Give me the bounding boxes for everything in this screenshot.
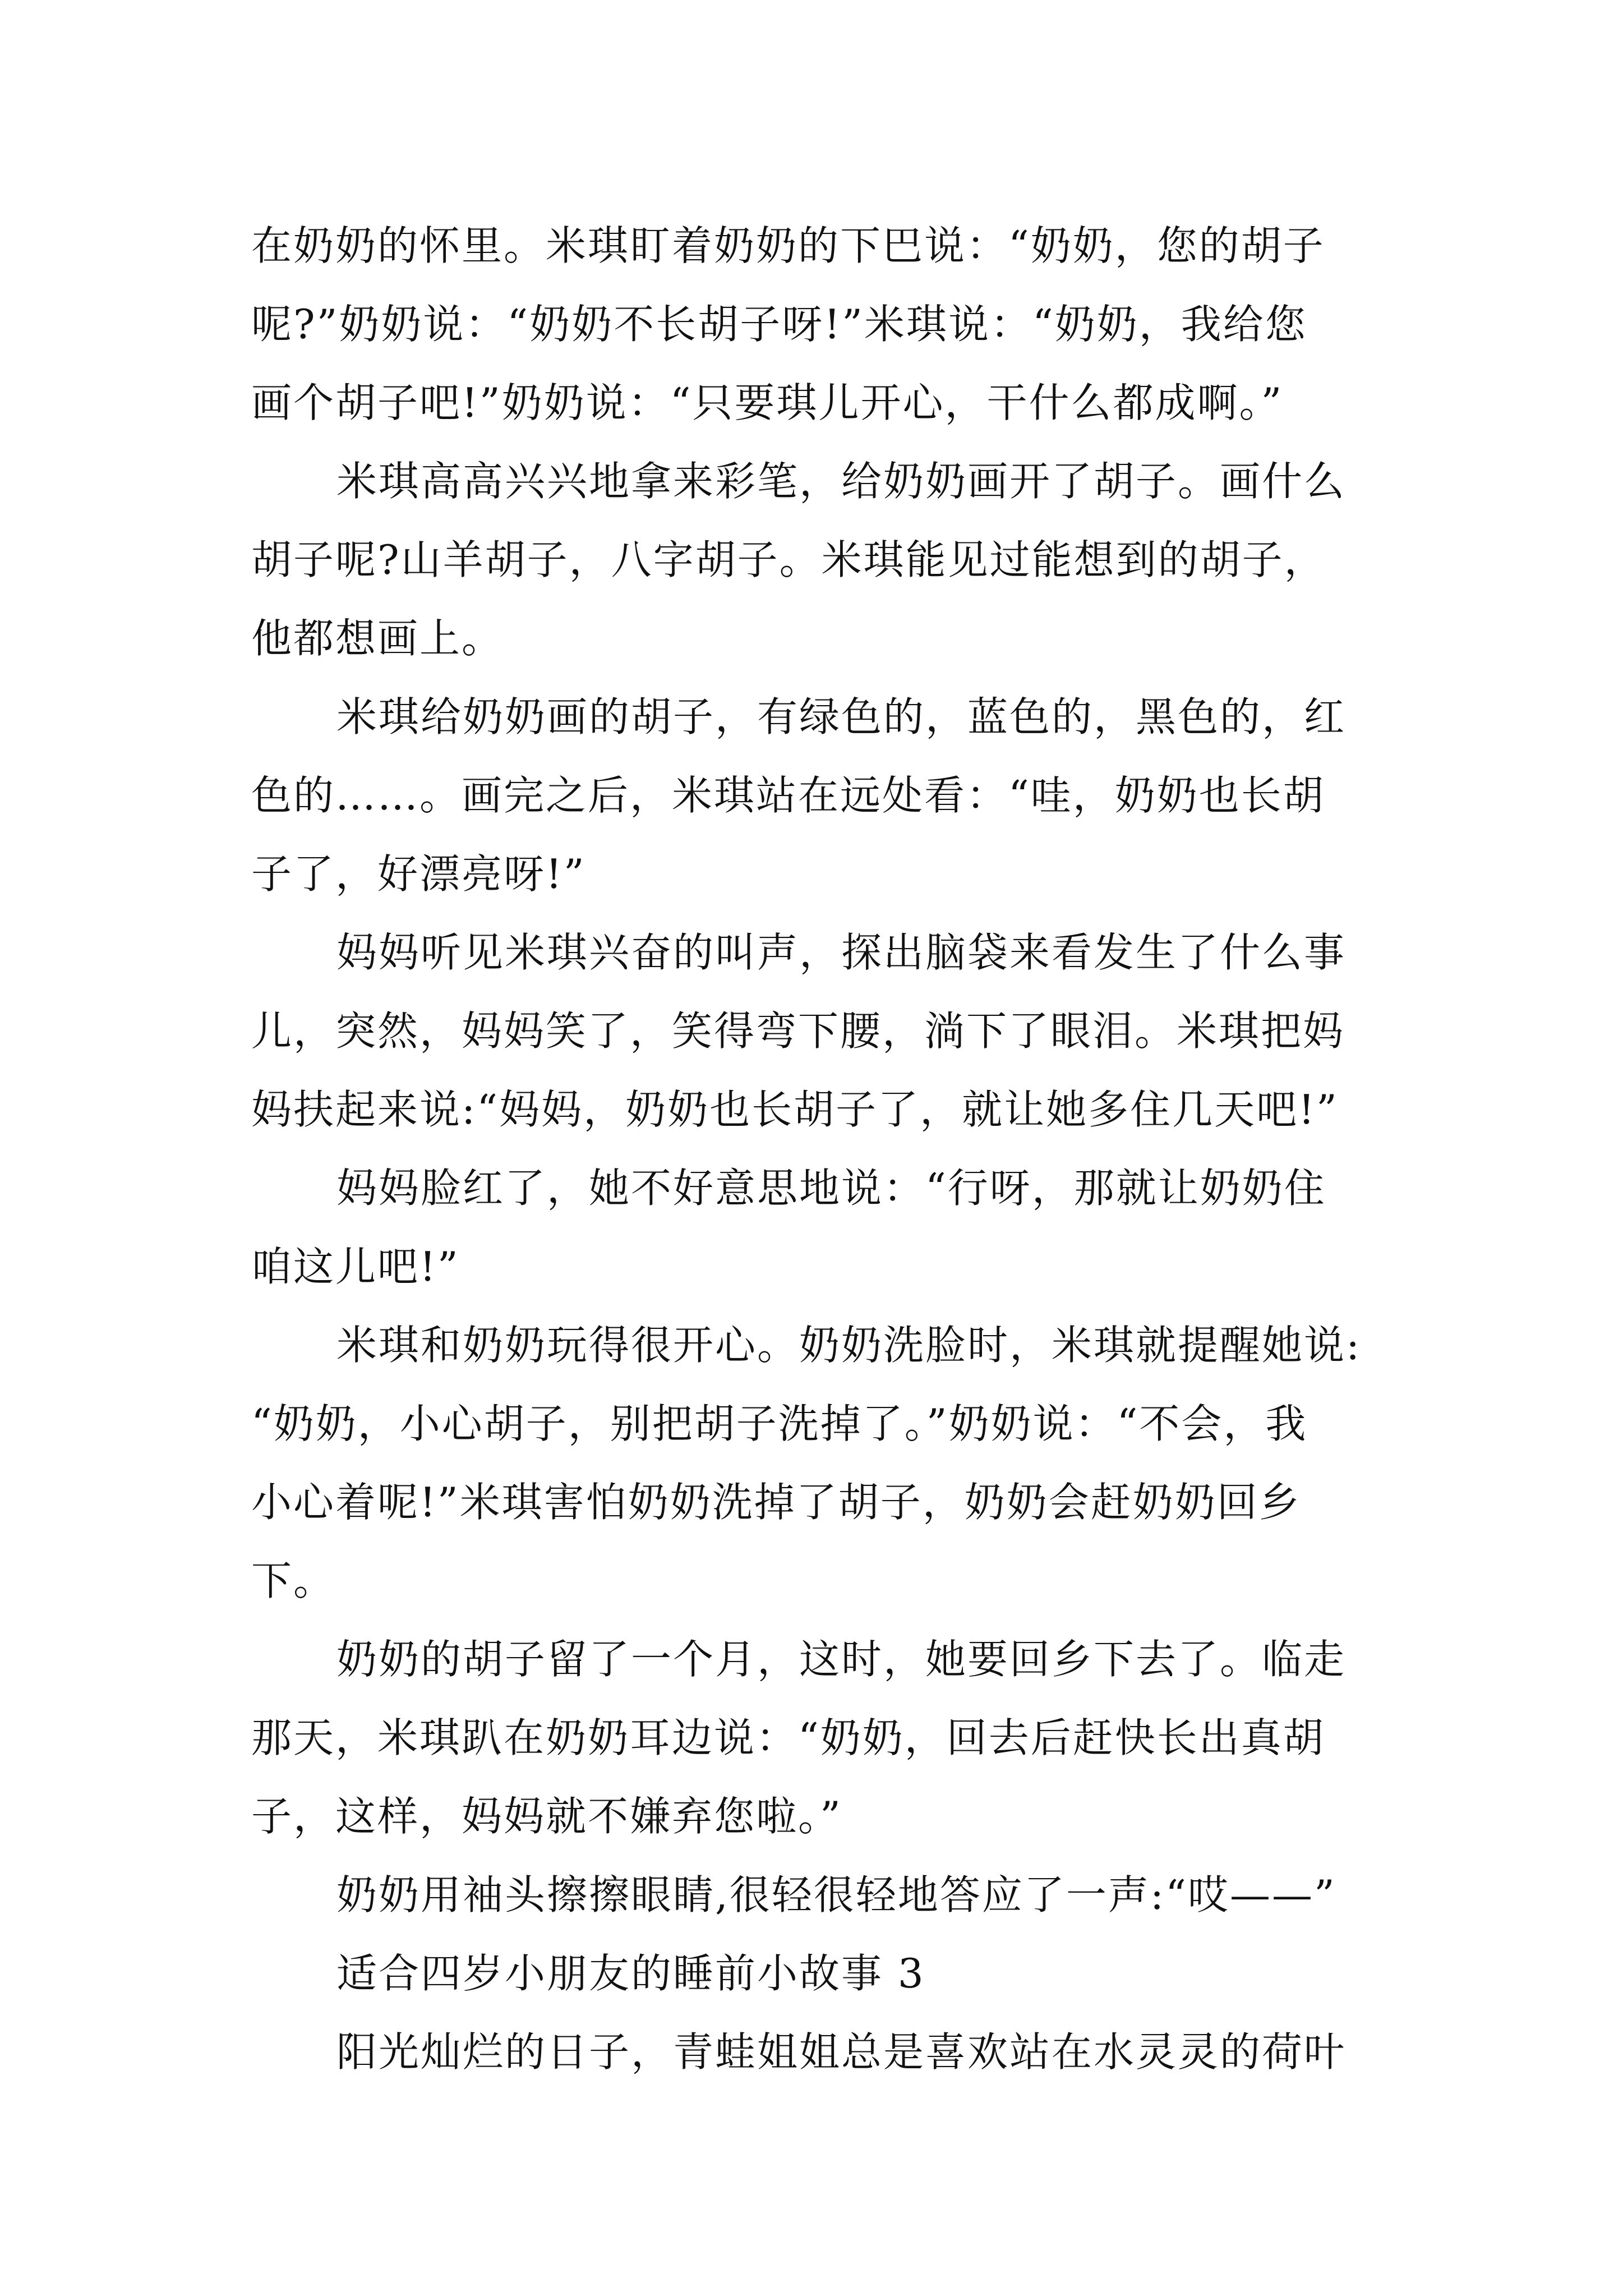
text-line: 咱这儿吧!” [251,1243,460,1290]
text-line: 在奶奶的怀里。米琪盯着奶奶的下巴说：“奶奶，您的胡子 [251,222,1325,269]
text-line: 色的……。画完之后，米琪站在远处看：“哇，奶奶也长胡 [251,772,1325,819]
text-line: 下。 [251,1557,336,1604]
paragraph-first-line: 阳光灿烂的日子，青蛙姐姐总是喜欢站在水灵灵的荷叶 [336,2028,1347,2076]
paragraph-first-line: 奶奶的胡子留了一个月，这时，她要回乡下去了。临走 [336,1636,1347,1683]
paragraph-first-line: 妈妈脸红了，她不好意思地说：“行呀，那就让奶奶住 [336,1165,1326,1212]
text-line: 子，这样，妈妈就不嫌弃您啦。” [251,1793,842,1840]
paragraph-first-line: 米琪和奶奶玩得很开心。奶奶洗脸时，米琪就提醒她说: [336,1322,1362,1369]
paragraph-first-line: 奶奶用袖头擦擦眼睛,很轻很轻地答应了一声:“哎——” [336,1871,1336,1918]
section-heading: 适合四岁小朋友的睡前小故事 3 [336,1950,925,1997]
text-line: “奶奶，小心胡子，别把胡子洗掉了。”奶奶说：“不会，我 [251,1400,1308,1447]
paragraph-first-line: 米琪高高兴兴地拿来彩笔，给奶奶画开了胡子。画什么 [336,458,1347,505]
text-line: 子了，好漂亮呀!” [251,850,586,898]
paragraph-first-line: 妈妈听见米琪兴奋的叫声，探出脑袋来看发生了什么事 [336,929,1347,976]
text-line: 儿，突然，妈妈笑了，笑得弯下腰，淌下了眼泪。米琪把妈 [251,1007,1345,1055]
text-line: 那天，米琪趴在奶奶耳边说：“奶奶，回去后赶快长出真胡 [251,1714,1325,1761]
text-line: 画个胡子吧!”奶奶说：“只要琪儿开心，干什么都成啊。” [251,379,1284,426]
text-line: 胡子呢?山羊胡子，八字胡子。米琪能见过能想到的胡子， [251,536,1326,583]
text-line: 妈扶起来说:“妈妈，奶奶也长胡子了，就让她多住几天吧!” [251,1086,1339,1133]
text-line: 呢?”奶奶说：“奶奶不长胡子呀!”米琪说：“奶奶，我给您 [251,301,1307,348]
text-line: 小心着呢!”米琪害怕奶奶洗掉了胡子，奶奶会赶奶奶回乡 [251,1479,1301,1526]
text-line: 他都想画上。 [251,615,504,662]
paragraph-first-line: 米琪给奶奶画的胡子，有绿色的，蓝色的，黑色的，红 [336,693,1347,740]
